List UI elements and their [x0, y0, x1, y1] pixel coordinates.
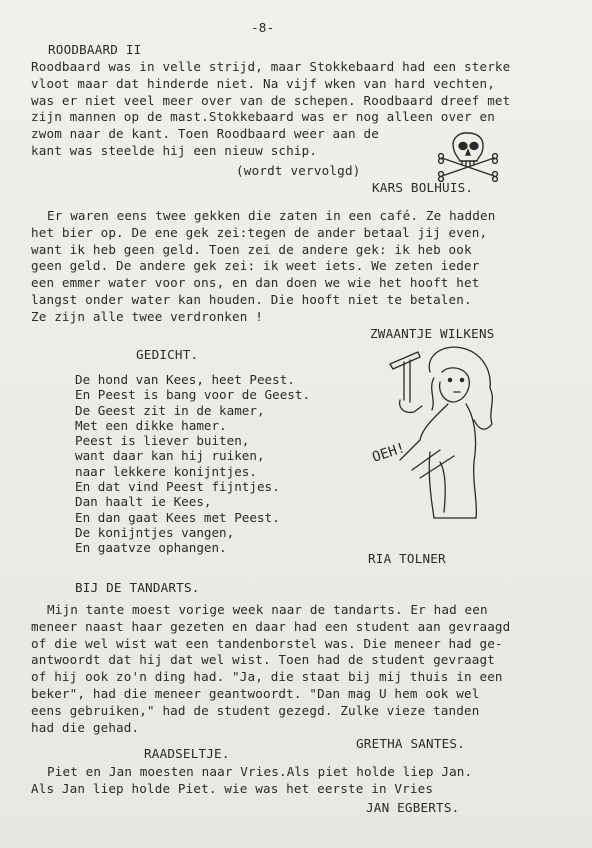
story-title: ROODBAARD II [48, 42, 142, 57]
story-title: RAADSELTJE. [144, 746, 230, 761]
poem-line: De Geest zit in de kamer, [75, 402, 265, 418]
text-line: meneer naast haar gezeten en daar had een student aan gevraagd [31, 618, 511, 634]
joke-paragraph [31, 208, 576, 326]
text-line: een emmer water voor ons, en dan doen we wie het hooft het [31, 275, 480, 291]
poem-line: En gaatvze ophangen. [75, 540, 227, 556]
text-line: langst onder water kan houden. Die hooft niet te betalen. [31, 291, 472, 307]
text-line: beker", had die meneer geantwoordt. "Dan mag U hem ook wel [31, 685, 480, 701]
text-line: geen geld. De andere gek zei: ik weet iets. We zeten ieder [31, 258, 480, 274]
text-line: antwoordt dat hij dat wel wist. Toen had de student gevraagt [31, 652, 495, 668]
skull-crossbones-drawing [436, 128, 500, 182]
author-signature: KARS BOLHUIS. [372, 180, 474, 195]
text-line: Als Jan liep holde Piet. wie was het eerste in Vries [31, 780, 434, 796]
text-line: het bier op. De ene gek zei:tegen de ander betaal jij even, [31, 224, 488, 240]
text-line: zwom naar de kant. Toen Roodbaard weer aan de [31, 126, 379, 142]
text-line: of hij ook zo'n ding had. "Ja, die staat bij mij thuis in een [31, 669, 503, 685]
poem-line: Peest is liever buiten, [75, 433, 250, 449]
poem-line: naar lekkere konijntjes. [75, 463, 257, 479]
text-line: was er niet veel meer over van de schepen. Roodbaard dreef met [31, 92, 511, 108]
poem-title: GEDICHT. [136, 347, 199, 362]
poem-line: Met een dikke hamer. [75, 417, 227, 433]
riddle-paragraph [31, 764, 576, 798]
poem-line: want daar kan hij ruiken, [75, 448, 265, 464]
author-signature: GRETHA SANTES. [356, 736, 465, 751]
text-line: zijn mannen op de mast.Stokkebaard was er nog alleen over en [31, 109, 495, 125]
text-line: Ze zijn alle twee verdronken ! [31, 308, 263, 324]
poem-line: Dan haalt ie Kees, [75, 494, 212, 510]
poem [75, 372, 375, 556]
poem-line: De konijntjes vangen, [75, 524, 235, 540]
ouch-exclamation: OEH! [370, 440, 408, 466]
woman-with-hammer-drawing [370, 342, 510, 532]
text-line: had die gehad. [31, 719, 140, 735]
text-line: eens gebruiken," had de student gezegd. Zulke vieze tanden [31, 702, 480, 718]
poem-line: En dat vind Peest fijntjes. [75, 479, 280, 495]
poem-line: En dan gaat Kees met Peest. [75, 509, 280, 525]
author-signature: RIA TOLNER [368, 551, 446, 566]
text-line: Piet en Jan moesten naar Vries.Als piet holde liep Jan. [47, 764, 473, 779]
text-line: kant was steelde hij een nieuw schip. [31, 142, 318, 158]
poem-line: En Peest is bang voor de Geest. [75, 387, 311, 403]
author-signature: JAN EGBERTS. [366, 800, 460, 815]
continued-note: (wordt vervolgd) [236, 163, 361, 178]
author-signature: ZWAANTJE WILKENS [370, 326, 495, 341]
text-line: vloot maar dat hinderde niet. Na vijf wken van hard vechten, [31, 75, 495, 91]
text-line: Er waren eens twee gekken die zaten in een café. Ze hadden [47, 208, 496, 223]
page-number: -8- [251, 20, 275, 35]
text-line: want ik heb geen geld. Toen zei de andere gek: ik heb ook [31, 241, 472, 257]
poem-line: De hond van Kees, heet Peest. [75, 372, 295, 387]
text-line: Mijn tante moest vorige week naar de tandarts. Er had een [47, 602, 488, 617]
story-paragraph [31, 602, 576, 736]
story-title: BIJ DE TANDARTS. [75, 580, 200, 595]
text-line: of die wel wist wat een tandenborstel was. Die meneer had ge- [31, 635, 503, 651]
text-line: Roodbaard was in velle strijd, maar Stokkebaard had een sterke [31, 59, 511, 74]
